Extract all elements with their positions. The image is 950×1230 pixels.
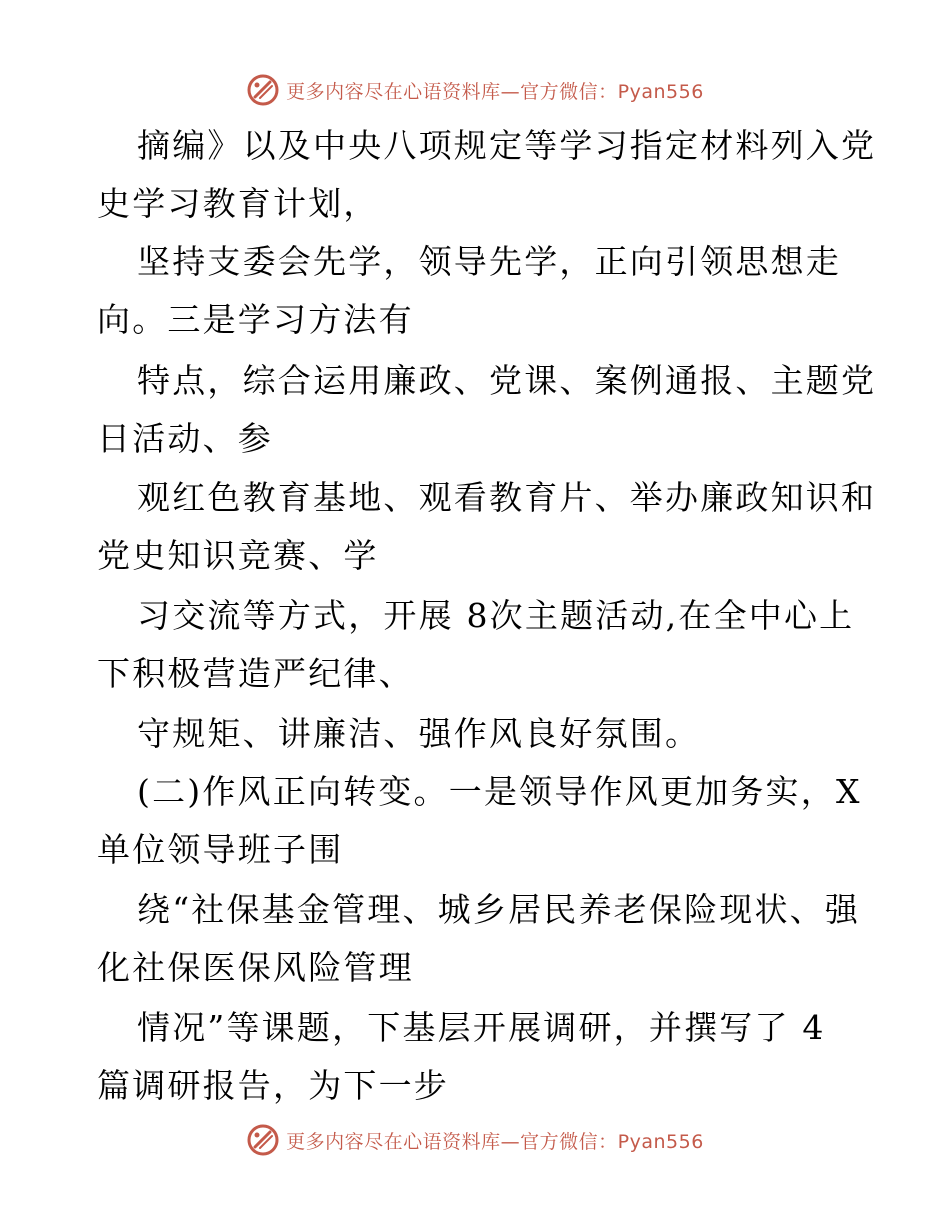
paragraph-line: 史学习教育计划， xyxy=(97,184,379,223)
paragraph-line: 守规矩、讲廉洁、强作风良好氛围。 xyxy=(137,714,701,753)
paragraph-line: 向。三是学习方法有 xyxy=(97,300,414,339)
paragraph-line: 习交流等方式，开展 8次主题活动,在全中心上 xyxy=(137,596,855,635)
paragraph-line: 观红色教育基地、观看教育片、举办廉政知识和 xyxy=(137,478,877,517)
paragraph-line: 特点，综合运用廉政、党课、案例通报、主题党 xyxy=(137,361,877,400)
header-watermark xyxy=(0,70,950,110)
paragraph-line: 绕“社保基金管理、城乡居民养老保险现状、强 xyxy=(137,890,861,929)
paragraph-line: 单位领导班子围 xyxy=(97,830,344,869)
paragraph-line: 情况”等课题，下基层开展调研，并撰写了 4 xyxy=(137,1008,826,1047)
header-watermark-text: 更多内容尽在心语资料库—官方微信：Pyan556 xyxy=(286,80,704,103)
paragraph-line: 摘编》以及中央八项规定等学习指定材料列入党 xyxy=(137,126,877,165)
paragraph-line: 篇调研报告，为下一步 xyxy=(97,1066,449,1105)
seal-logo-icon xyxy=(246,1123,280,1157)
paragraph-line: 下积极营造严纪律、 xyxy=(97,654,414,693)
paragraph-line: 日活动、参 xyxy=(97,419,273,458)
paragraph-line: 化社保医保风险管理 xyxy=(97,948,414,987)
seal-logo-icon xyxy=(246,73,280,107)
paragraph-line: (二)作风正向转变。一是领导作风更加务实，X xyxy=(137,772,862,811)
footer-watermark xyxy=(0,1120,950,1160)
paragraph-line: 坚持支委会先学，领导先学，正向引领思想走 xyxy=(137,242,841,281)
footer-watermark-text: 更多内容尽在心语资料库—官方微信：Pyan556 xyxy=(286,1130,704,1153)
paragraph-line: 党史知识竞赛、学 xyxy=(97,536,379,575)
